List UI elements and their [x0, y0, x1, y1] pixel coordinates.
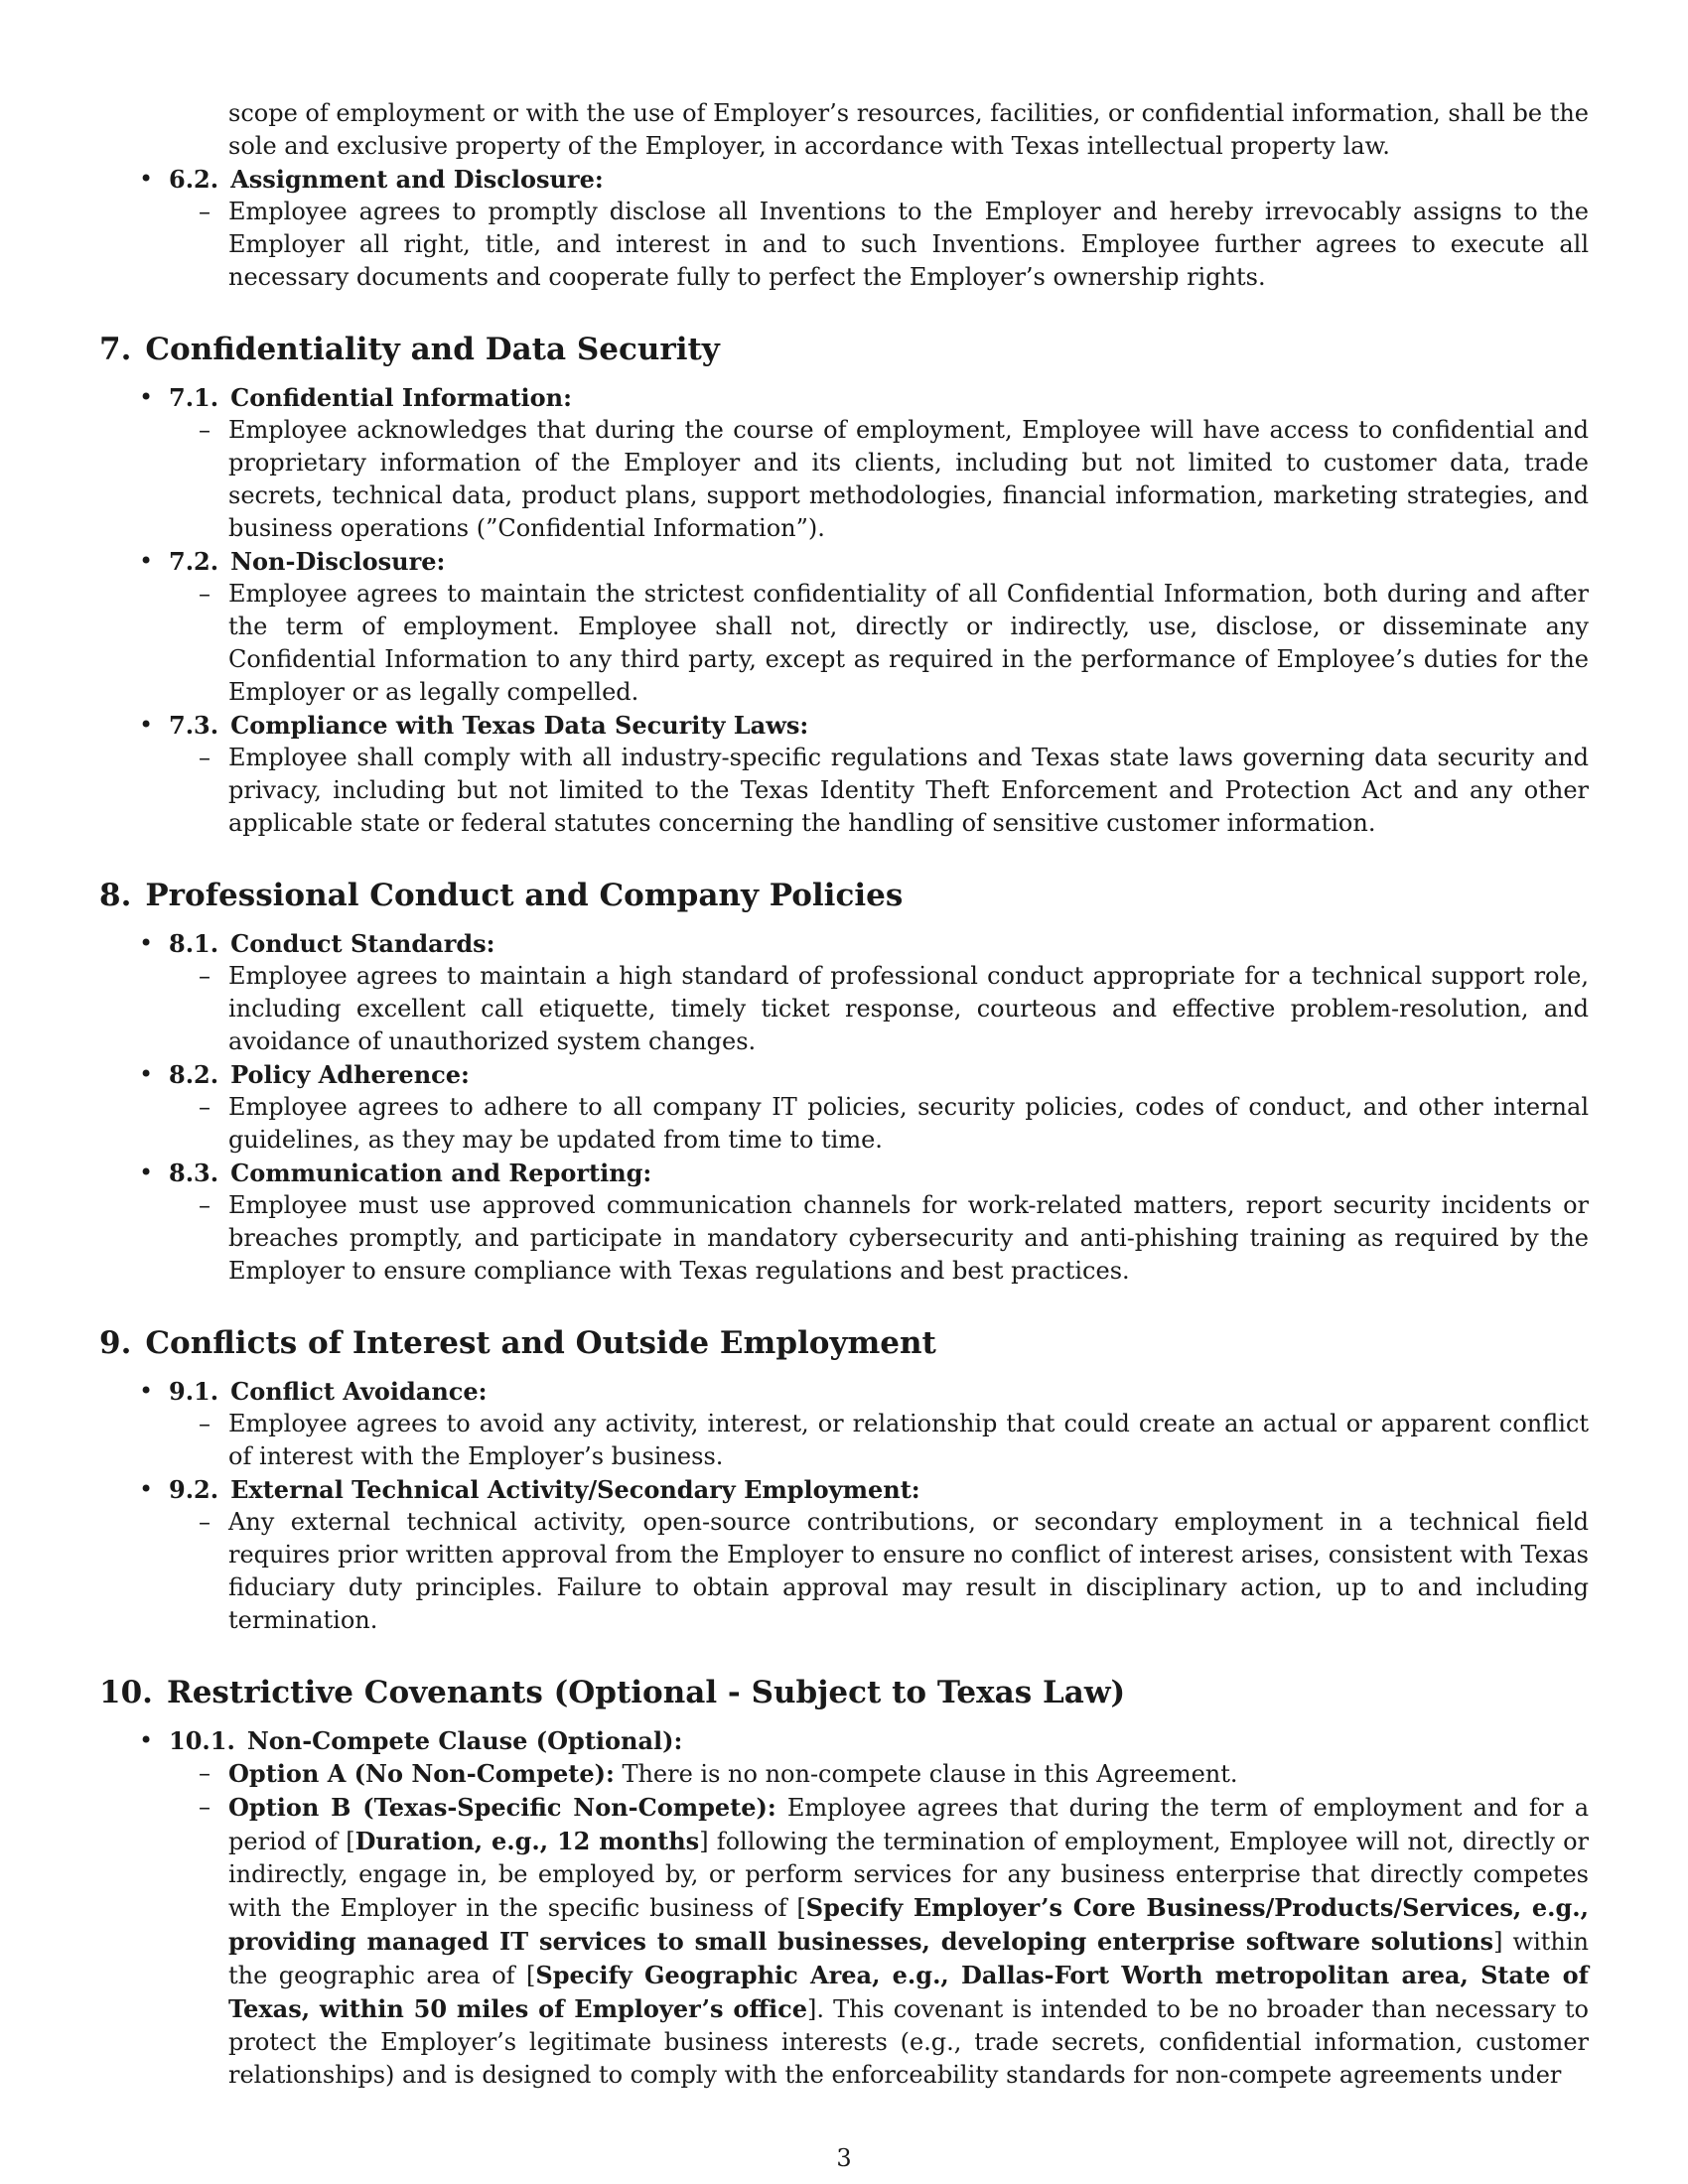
clause-heading	[169, 545, 1589, 578]
page-number: 3	[836, 2144, 852, 2172]
clause-title: Non-Compete Clause (Optional):	[246, 1726, 683, 1755]
section-heading-10	[99, 1673, 1589, 1712]
section-number: 10.	[99, 1675, 153, 1710]
clause-body: – Employee agrees to avoid any activity, interest, or relationship that could create an actual or apparent conflict of interest with the Employer’s business.	[228, 1408, 1589, 1473]
clause-body: – Employee acknowledges that during the course of employment, Employee will have access to confidential and proprietary information of the Employer and its clients, including but not limited to customer data, trade secrets, technical data, product plans, support methodologies, financial information, marketing strategies, and business operations (”Confidential Information”).	[228, 414, 1589, 545]
clause-9-2	[169, 1473, 1589, 1506]
clause-8-1	[169, 927, 1589, 960]
clause-number: 10.1.	[169, 1726, 235, 1755]
section-heading-9	[99, 1323, 1589, 1363]
clause-body: – Employee agrees to adhere to all company IT policies, security policies, codes of conduct, and other internal guidelines, as they may be updated from time to time.	[228, 1091, 1589, 1157]
clause-body: – Employee agrees to maintain a high standard of professional conduct appropriate for a technical support role, including excellent call etiquette, timely ticket response, courteous and effective problem-resolution, and avoidance of unauthorized system changes.	[228, 960, 1589, 1058]
placeholder-duration: Duration, e.g., 12 months	[354, 1827, 700, 1855]
clause-number: 9.1.	[169, 1377, 219, 1406]
clause-title: Compliance with Texas Data Security Laws:	[230, 711, 809, 740]
section-number: 7.	[99, 332, 132, 367]
continued-paragraph: scope of employment or with the use of Employer’s resources, facilities, or confidential information, shall be the sole and exclusive property of the Employer, in accordance with Texas intellectual property law.	[228, 99, 1589, 160]
clause-body: – Employee agrees to maintain the strictest confidentiality of all Confidential Information, both during and after the term of employment. Employee shall not, directly or indirectly, use, disclose, or disseminate any Confidential Information to any third party, except as required in the performance of Employee’s duties for the Employer or as legally compelled.	[228, 578, 1589, 709]
section-title: Restrictive Covenants (Optional - Subject to Texas Law)	[166, 1675, 1126, 1710]
clause-7-2	[169, 545, 1589, 578]
clause-10-1	[169, 1724, 1589, 1757]
clause-title: Assignment and Disclosure:	[230, 165, 604, 194]
section-number: 8.	[99, 878, 132, 913]
clause-number: 8.3.	[169, 1159, 219, 1187]
option-b	[228, 1791, 1589, 2092]
option-text: There is no non-compete clause in this Agreement.	[614, 1760, 1238, 1788]
clause-body: – Employee shall comply with all industry-specific regulations and Texas state laws governing data security and privacy, including but not limited to the Texas Identity Theft Enforcement and Protection Act and any other applicable state or federal statutes concerning the handling of sensitive customer information.	[228, 742, 1589, 840]
clause-title: Conduct Standards:	[230, 929, 495, 958]
section-heading-8	[99, 876, 1589, 915]
clause-8-2	[169, 1058, 1589, 1091]
clause-title: External Technical Activity/Secondary Employment:	[230, 1475, 920, 1504]
clause-heading	[169, 1724, 1589, 1757]
section-heading-7	[99, 330, 1589, 369]
clause-heading	[169, 1473, 1589, 1506]
clause-number: 6.2.	[169, 165, 219, 194]
clause-number: 8.2.	[169, 1060, 219, 1089]
document-page	[99, 97, 1589, 2092]
placeholder-business: Specify Employer’s Core Business/Products/Services, e.g., providing managed IT services to small businesses, developing enterprise software solutions	[228, 1893, 1590, 1956]
option-label: Option B (Texas-Specific Non-Compete):	[228, 1793, 776, 1822]
clause-number: 7.3.	[169, 711, 219, 740]
section-number: 9.	[99, 1325, 132, 1361]
clause-heading	[169, 1157, 1589, 1189]
clause-heading	[169, 927, 1589, 960]
option-label: Option A (No Non-Compete):	[228, 1759, 615, 1788]
option-text: ] within the geographic area of [	[228, 1928, 1589, 1989]
clause-title: Confidential Information:	[230, 383, 572, 412]
option-text: ]. This covenant is intended to be no broader than necessary to protect the Employer’s legitimate business interests (e.g., trade secrets, confidential information, customer relationships) and is designed to comply with the enforceability standards for non-compete agreements under	[228, 1995, 1589, 2089]
placeholder-geographic-area: Specify Geographic Area, e.g., Dallas-Fort Worth metropolitan area, State of Texas, within 50 miles of Employer’s office	[228, 1961, 1589, 2023]
clause-heading	[169, 709, 1589, 742]
clause-number: 7.2.	[169, 547, 219, 576]
clause-heading	[169, 1058, 1589, 1091]
clause-body: – Employee must use approved communication channels for work-related matters, report security incidents or breaches promptly, and participate in mandatory cybersecurity and anti-phishing training as required by the Employer to ensure compliance with Texas regulations and best practices.	[228, 1189, 1589, 1288]
clause-9-1	[169, 1375, 1589, 1408]
clause-body: – Any external technical activity, open-source contributions, or secondary employment in a technical field requires prior written approval from the Employer to ensure no conflict of interest arises, consistent with Texas fiduciary duty principles. Failure to obtain approval may result in disciplinary action, up to and including termination.	[228, 1506, 1589, 1637]
clause-heading	[169, 163, 1589, 196]
clause-number: 7.1.	[169, 383, 219, 412]
clause-number: 9.2.	[169, 1475, 219, 1504]
section-title: Professional Conduct and Company Policies	[145, 878, 904, 913]
clause-title: Conflict Avoidance:	[230, 1377, 488, 1406]
option-a	[228, 1757, 1589, 1791]
section-title: Confidentiality and Data Security	[145, 332, 720, 367]
clause-heading	[169, 381, 1589, 414]
clause-title: Non-Disclosure:	[230, 547, 446, 576]
clause-title: Policy Adherence:	[230, 1060, 470, 1089]
clause-title: Communication and Reporting:	[230, 1159, 652, 1187]
option-text: Employee agrees that during the term of employment and for a period of [	[228, 1794, 1589, 1855]
clause-body: – Employee agrees to promptly disclose all Inventions to the Employer and hereby irrevocably assigns to the Employer all right, title, and interest in and to such Inventions. Employee further agrees to execute all necessary documents and cooperate fully to perfect the Employer’s ownership rights.	[228, 196, 1589, 294]
option-text: ] following the termination of employment, Employee will not, directly or indirectly, engage in, be employed by, or perform services for any business enterprise that directly competes with the Employer in the specific business of [	[228, 1828, 1590, 1922]
clause-8-3	[169, 1157, 1589, 1189]
clause-heading	[169, 1375, 1589, 1408]
clause-7-3	[169, 709, 1589, 742]
clause-number: 8.1.	[169, 929, 219, 958]
clause-6-2	[169, 163, 1589, 196]
clause-7-1	[169, 381, 1589, 414]
section-title: Conflicts of Interest and Outside Employment	[145, 1325, 936, 1361]
